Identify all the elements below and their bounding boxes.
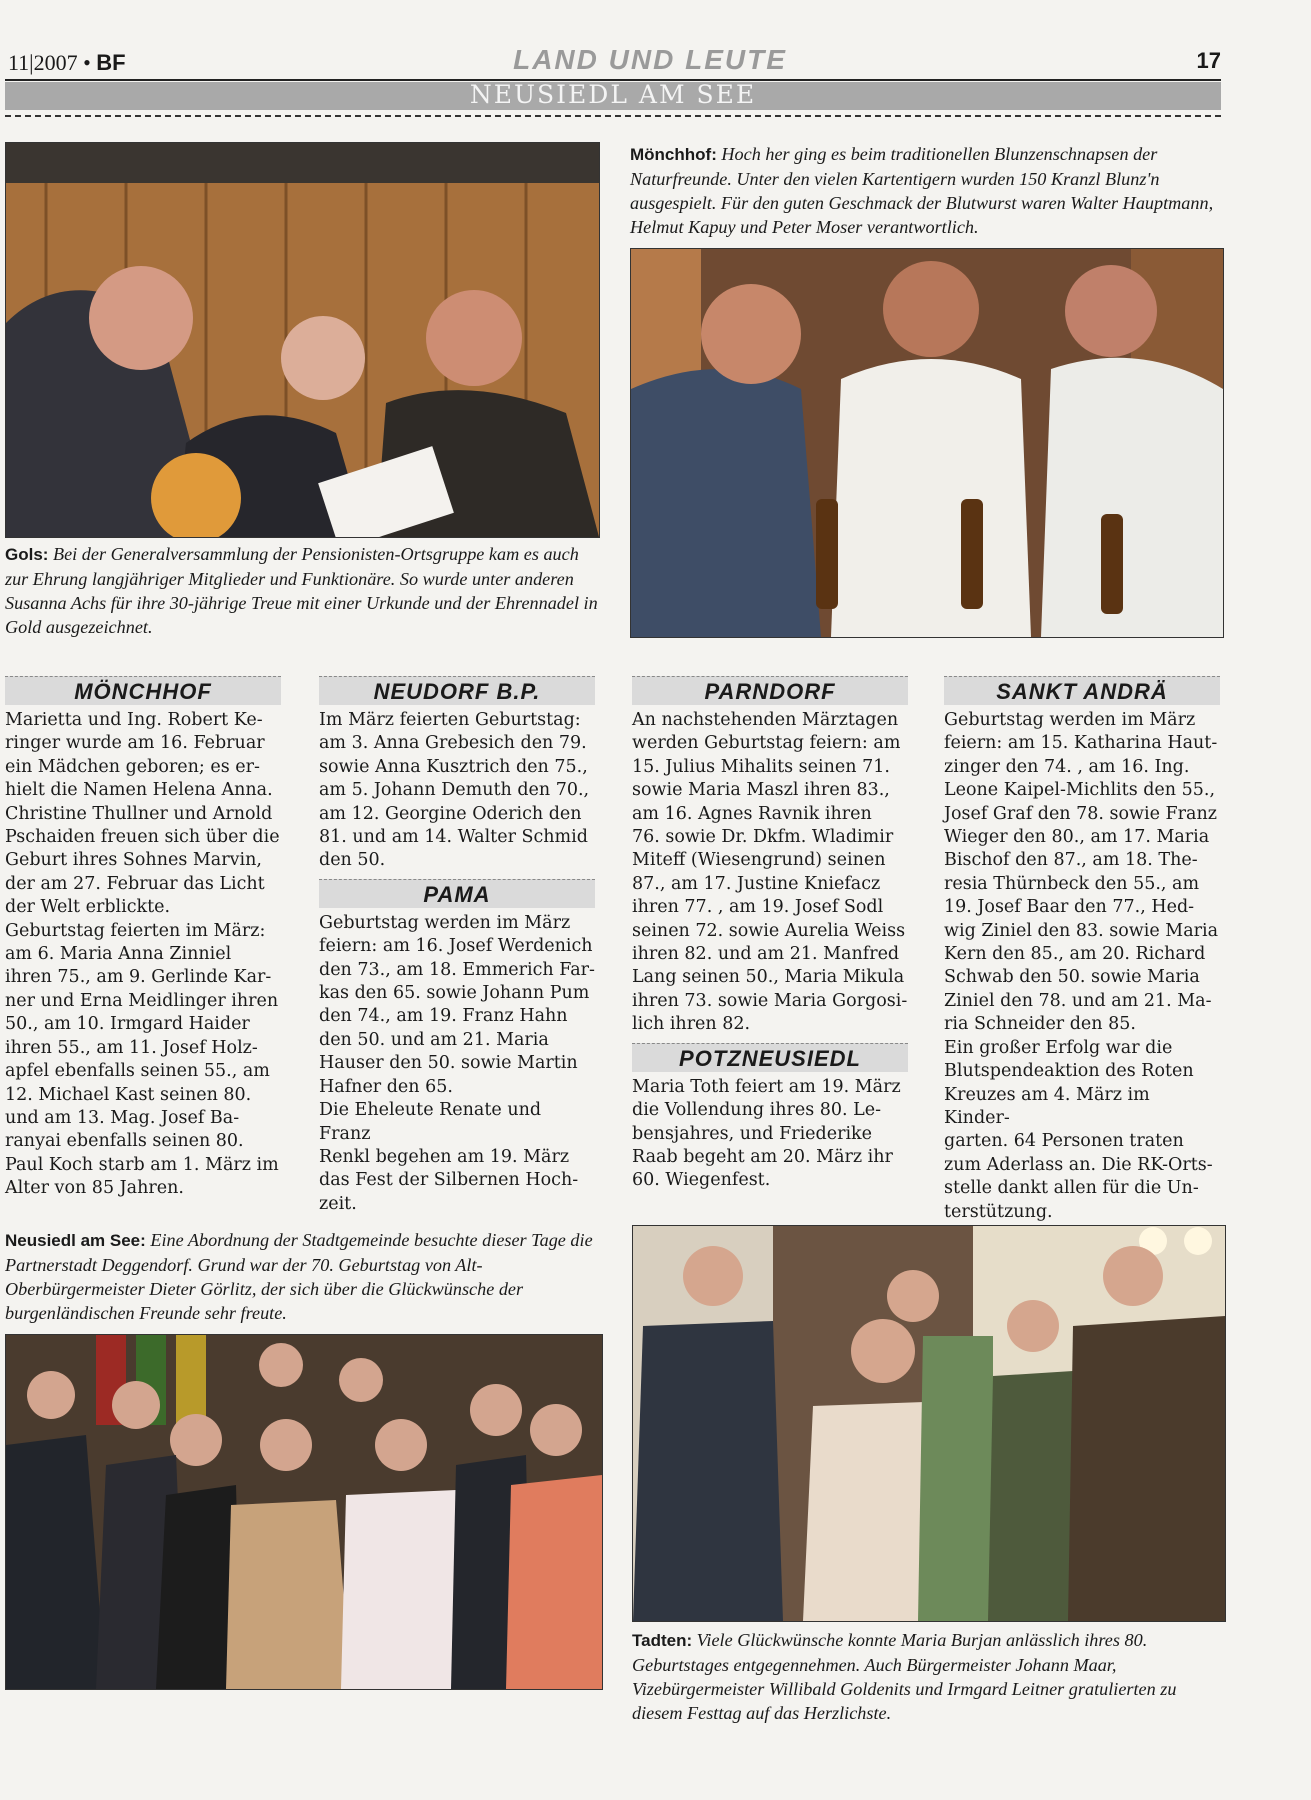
issue-line [8, 50, 126, 76]
column-parndorf-title: PARNDORF [632, 676, 908, 705]
column-neudorf-title: NEUDORF B.P. [319, 676, 595, 705]
caption-neusiedl-text: Eine Abordnung der Stadtgemeinde besuchte dieser Tage die Partnerstadt Deggendorf. Grund war der 70. Geburtstag von Alt-Oberbürgermeister Dieter Görlitz, der sich über die Glückwünsche der burgenländischen Freunde sehr freute. [5, 1230, 593, 1323]
column-potzneusiedl-title: POTZNEUSIEDL [632, 1043, 908, 1072]
caption-neusiedl-place: Neusiedl am See: [5, 1231, 146, 1250]
column-sankt-andrae [944, 676, 1220, 1224]
column-sankt-andrae-title: SANKT ANDRÄ [944, 676, 1220, 705]
column-moenchhof-text: Marietta und Ing. Robert Ke- ringer wurde am 16. Februar ein Mädchen geboren; es er- hielt die Namen Helena Anna. Christine Thullner und Arnold Pschaiden freuen sich über die Geburt ihres Sohnes Marvin, der am 27. Februar das Licht der Welt erblickte. Geburtstag feierten im März: am 6. Maria Anna Zinniel ihren 75., am 9. Gerlinde Kar- ner und Erna Meidlinger ihren 50., am 10. Irmgard Haider ihren 55., am 11. Josef Holz- apfel ebenfalls seinen 55., am 12. Michael Kast seinen 80. und am 13. Mag. Josef Ba- ranyai ebenfalls seinen 80. Paul Koch starb am 1. März im Alter von 85 Jahren. [5, 710, 280, 1199]
caption-gols-text: Bei der Generalversammlung der Pensionisten-Ortsgruppe kam es auch zur Ehrung langjähriger Mitglieder und Funktionäre. So wurde unter anderen Susanna Achs für ihre 30-jährige Treue mit einer Urkunde und der Ehrennadel in Gold ausgezeichnet. [5, 544, 598, 637]
caption-moenchhof [630, 142, 1222, 239]
section-title: LAND UND LEUTE [513, 44, 787, 75]
column-moenchhof-title: MÖNCHHOF [5, 676, 281, 705]
header-divider [5, 115, 1221, 117]
photo-moenchhof [630, 248, 1224, 638]
column-parndorf [632, 676, 908, 1193]
photo-tadten [632, 1225, 1226, 1622]
column-neudorf-text: Im März feierten Geburtstag: am 3. Anna Grebesich den 79. sowie Anna Kusztrich den 75., am 5. Johann Demuth den 70., am 12. Georgine Oderich den 81. und am 14. Walter Schmid den 50. [319, 710, 590, 871]
caption-moenchhof-text: Hoch her ging es beim traditionellen Blunzenschnapsen der Naturfreunde. Unter den vielen Kartentigern wurden 150 Kranzl Blunz'n ausgespielt. Für den guten Geschmack der Blutwurst waren Walter Hauptmann, Helmut Kapuy und Peter Moser verantwortlich. [630, 144, 1214, 237]
photo-neusiedl [5, 1334, 603, 1690]
caption-tadten-place: Tadten: [632, 1631, 693, 1650]
page-number: 17 [1196, 48, 1221, 73]
issue-bullet: • [83, 50, 91, 75]
column-parndorf-text: An nachstehenden Märztagen werden Geburtstag feiern: am 15. Julius Mihalits seinen 71. sowie Maria Maszl ihren 83., am 16. Agnes Ravnik ihren 76. sowie Dr. Dkfm. Wladimir Miteff (Wiesengrund) seinen 87., am 17. Justine Kniefacz ihren 77. , am 19. Josef Sodl seinen 72. sowie Aurelia Weiss ihren 82. und am 21. Manfred Lang seinen 50., Maria Mikula ihren 73. sowie Maria Gorgosi- lich ihren 82. [632, 710, 908, 1035]
caption-gols-place: Gols: [5, 545, 49, 564]
caption-moenchhof-place: Mönchhof: [630, 145, 717, 164]
caption-tadten [632, 1628, 1224, 1725]
region-title: NEUSIEDL AM SEE [469, 80, 757, 109]
photo-gols [5, 142, 600, 538]
column-moenchhof [5, 676, 281, 1201]
column-pama-title: PAMA [319, 879, 595, 908]
caption-neusiedl [5, 1228, 598, 1325]
column-pama-text: Geburtstag werden im März feiern: am 16. Josef Werdenich den 73., am 18. Emmerich Far- kas den 65. sowie Johann Pum den 74., am 19. Franz Hahn den 50. und am 21. Maria Hauser den 50. sowie Martin Hafner den 65. Die Eheleute Renate und Franz Renkl begehen am 19. März das Fest der Silbernen Hoch- zeit. [319, 912, 595, 1214]
column-sankt-andrae-text: Geburtstag werden im März feiern: am 15. Katharina Haut- zinger den 74. , am 16. Ing. Leone Kaipel-Michlits den 55., Josef Graf den 78. sowie Franz Wieger den 80., am 17. Maria Bischof den 87., am 18. The- resia Thürnbeck den 55., am 19. Josef Baar den 77., Hed- wig Ziniel den 83. sowie Maria Kern den 85., am 20. Richard Schwab den 50. sowie Maria Ziniel den 78. und am 21. Ma- ria Schneider den 85. Ein großer Erfolg war die Blutspendeaktion des Roten Kreuzes am 4. März im Kinder- garten. 64 Personen traten zum Aderlass an. Die RK-Orts- stelle dankt allen für die Un- terstützung. [944, 710, 1219, 1222]
caption-tadten-text: Viele Glückwünsche konnte Maria Burjan anlässlich ihres 80. Geburtstages entgegennehmen. Auch Bürgermeister Johann Maar, Vizebürgermeister Willibald Goldenits und Irmgard Leitner gratulierten zu diesem Festtag auf das Herzlichste. [632, 1630, 1177, 1723]
column-potzneusiedl-text: Maria Toth feiert am 19. März die Vollendung ihres 80. Le- bensjahres, und Friederike Raab begeht am 20. März ihr 60. Wiegenfest. [632, 1076, 901, 1191]
caption-gols [5, 542, 598, 639]
brand-logo: BF [96, 50, 126, 75]
issue-number: 11|2007 [8, 50, 78, 75]
column-neudorf [319, 676, 595, 1216]
